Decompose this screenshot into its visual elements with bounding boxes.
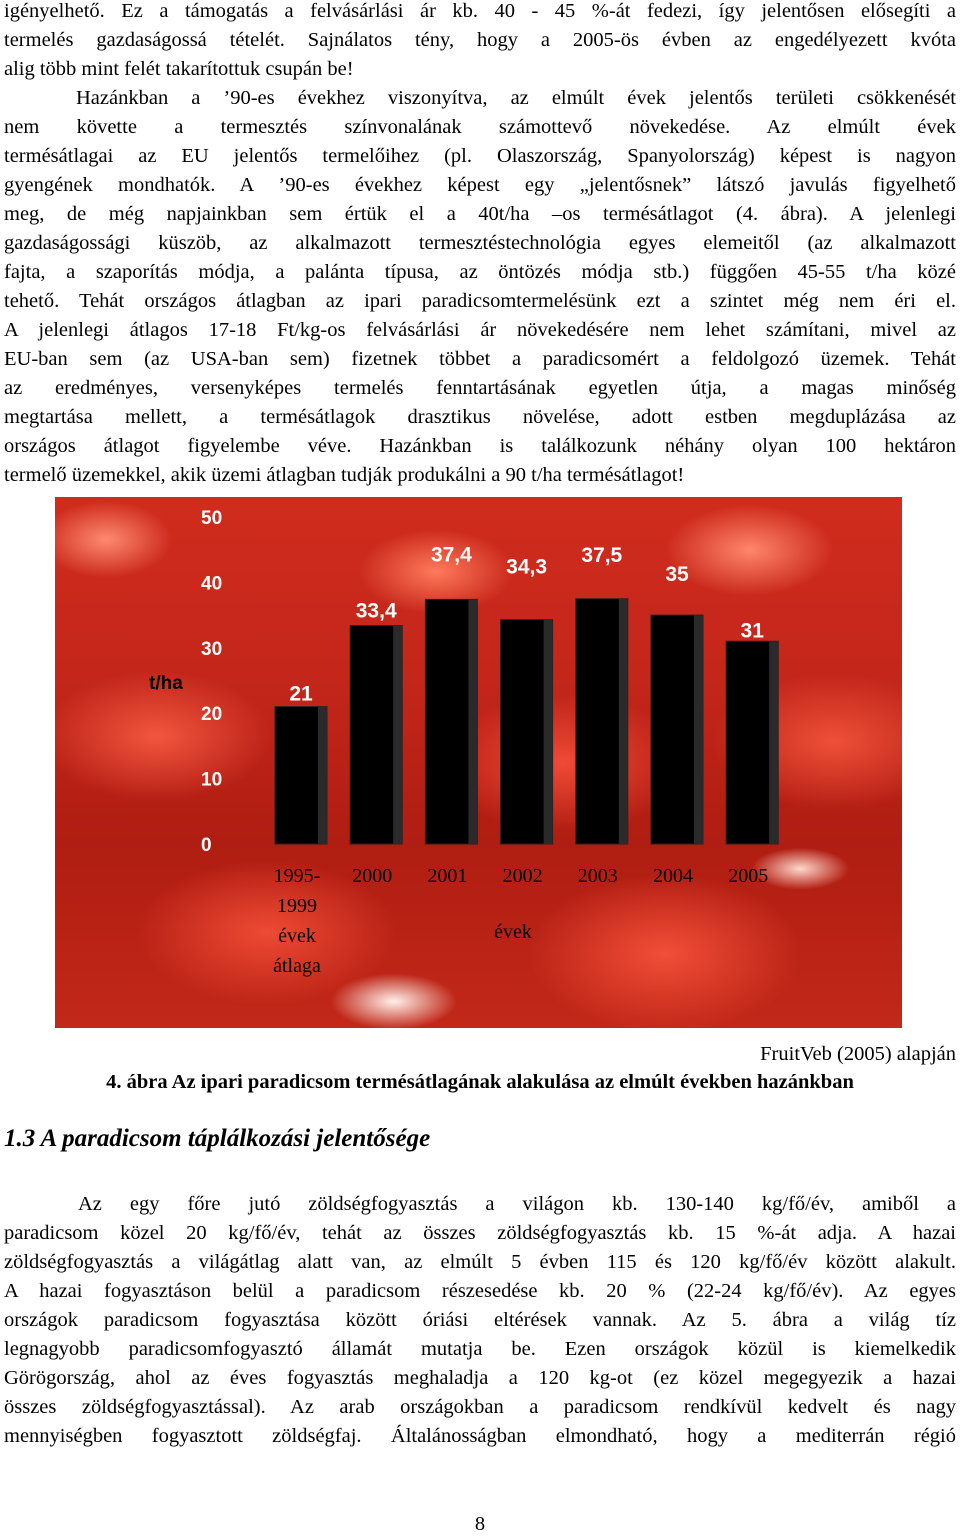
figure-source: FruitVeb (2005) alapján [760, 1043, 956, 1065]
text-line: meg, de még napjainkban sem értük el a 40t/ha –os termésátlagot (4. ábra). A jelenlegi [4, 203, 956, 225]
bar-side [769, 641, 778, 844]
x-tick-label: 2000 [352, 865, 393, 887]
figure-caption: 4. ábra Az ipari paradicsom termésátlagának alakulása az elmúlt években hazánkban [106, 1071, 854, 1093]
y-axis-label: t/ha [149, 673, 183, 694]
x-tick-label: 2004 [653, 865, 693, 887]
y-tick-label: 50 [201, 508, 223, 529]
page-number: 8 [474, 1513, 486, 1535]
text-line: legnagyobb paradicsomfogyasztó államát mutatja be. Ezen országok közül is kiemelkedik [4, 1338, 956, 1360]
y-tick-label: 10 [201, 769, 223, 791]
text-line: zöldségfogyasztás a világátlag alatt van, az elmúlt 5 évben 115 és 120 kg/fő/év között alakult. [4, 1251, 956, 1273]
text-line: országos átlagot figyelembe véve. Hazánkban is találkozunk néhány olyan 100 hektáron [4, 435, 956, 457]
y-tick-label: 0 [201, 835, 212, 856]
text-line: A hazai fogyasztáson belül a paradicsom részesedése kb. 20 % (22-24 kg/fő/év). Az egyes [4, 1280, 956, 1302]
x-tick-label: 1995-1999 évek átlaga [273, 865, 321, 977]
bar-side [619, 599, 628, 844]
data-label: 34,3 [506, 555, 548, 579]
text-line: igényelhető. Ez a támogatás a felvásárlási ár kb. 40 - 45 %-át fedezi, így jelentősen elősegíti a [4, 0, 956, 22]
text-line: tehető. Tehát országos átlagban az ipari paradicsomtermelésünk ezt a szintet még nem éri el. [4, 290, 956, 312]
section-heading: 1.3 A paradicsom táplálkozási jelentősége [4, 1125, 431, 1152]
x-axis-label: évek [494, 921, 532, 943]
data-label: 37,4 [430, 543, 472, 567]
text-line: országok paradicsom fogyasztása között óriási eltérések vannak. Az 5. ábra a világ tíz [4, 1309, 956, 1331]
text-line: gazdaságossági küszöb, az alkalmazott termesztéstechnológia egyes elemeitől (az alkalmazott [4, 232, 956, 254]
y-tick-label: 30 [201, 638, 223, 660]
data-label: 37,5 [581, 543, 623, 567]
data-label: 21 [289, 682, 313, 706]
bar-side [393, 626, 402, 844]
text-line: alig több mint felét takarítottuk csupán be! [4, 58, 354, 80]
bar-chart [55, 497, 902, 1028]
text-line: A jelenlegi átlagos 17-18 Ft/kg-os felvásárlási ár növekedésére nem lehet számítani, mivel az [4, 319, 956, 341]
text-line: fajta, a szaporítás módja, a palánta típusa, az öntözés módja stb.) függően 45-55 t/ha közé [4, 261, 956, 283]
bar-side [318, 707, 327, 844]
text-line: mennyiségben fogyasztott zöldségfaj. Általánosságban elmondható, hogy a mediterrán régió [4, 1425, 956, 1447]
x-tick-label: 2001 [427, 865, 468, 887]
text-line: összes zöldségfogyasztással). Az arab országokban a paradicsom rendkívül kedvelt és nagy [4, 1396, 956, 1418]
data-label: 31 [740, 619, 764, 643]
bar-side [694, 615, 703, 844]
y-tick-label: 40 [201, 573, 223, 595]
x-tick-label: 2005 [728, 865, 769, 887]
bar-side [544, 620, 553, 844]
x-tick-label: 2002 [502, 865, 543, 887]
text-line: paradicsom közel 20 kg/fő/év, tehát az összes zöldségfogyasztás kb. 15 %-át adja. A hazai [4, 1222, 956, 1244]
text-line: megtartása mellett, a termésátlagok drasztikus növelése, adott estben megduplázása az [4, 406, 956, 428]
text-line: Görögország, ahol az éves fogyasztás meghaladja a 120 kg-ot (ez közel megegyezik a hazai [4, 1367, 956, 1389]
bar-side [468, 599, 477, 844]
text-line: nem követte a termesztés színvonalának számottevő növekedése. Az elmúlt évek [4, 116, 956, 138]
x-tick-label: 2003 [577, 865, 618, 887]
text-line: termésátlagai az EU jelentős termelőihez (pl. Olaszország, Spanyolország) képest is nagyon [4, 145, 956, 167]
text-line: EU-ban sem (az USA-ban sem) fizetnek többet a paradicsomért a feldolgozó üzemek. Tehát [4, 348, 956, 370]
y-tick-label: 20 [201, 704, 223, 726]
text-line: gyengének mondhatók. A ’90-es évekhez képest egy „jelentősnek” látszó javulás figyelhető [4, 174, 956, 196]
data-label: 35 [665, 563, 689, 587]
text-line: Az egy főre jutó zöldségfogyasztás a világon kb. 130-140 kg/fő/év, amiből a [78, 1193, 956, 1215]
data-label: 33,4 [355, 599, 397, 623]
chart-figure [55, 497, 902, 1028]
text-line: Hazánkban a ’90-es évekhez viszonyítva, az elmúlt évek jelentős területi csökkenését [76, 87, 956, 109]
text-line: az eredményes, versenyképes termelés fenntartásának egyetlen útja, a magas minőség [4, 377, 956, 399]
text-line: termelés gazdaságossá tételét. Sajnálatos tény, hogy a 2005-ös évben az engedélyezett kvóta [4, 29, 956, 51]
text-line: termelő üzemekkel, akik üzemi átlagban tudják produkálni a 90 t/ha termésátlagot! [4, 464, 685, 486]
